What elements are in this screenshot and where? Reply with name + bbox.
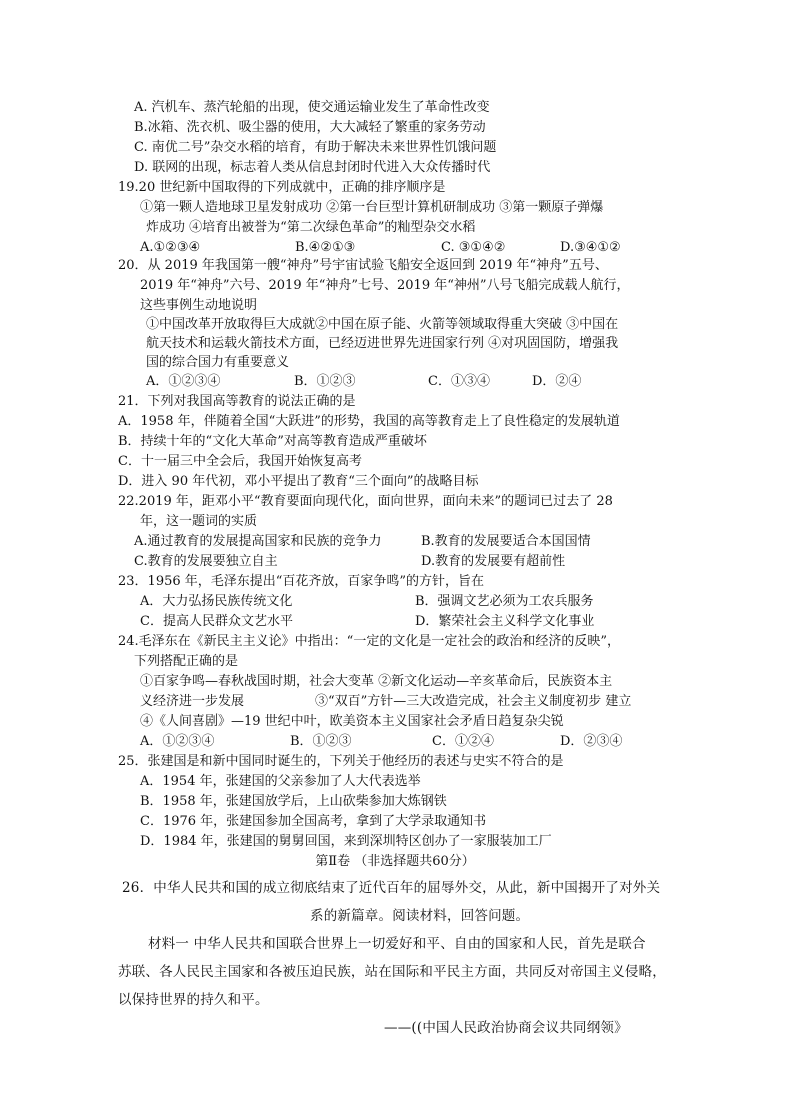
q23-option-d: D．繁荣社会主义科学文化事业 [415,614,595,629]
q19-option-a: A.①②③④ [140,240,201,255]
q24-option-a: A．①②③④ [140,734,215,749]
q26-material-line3: 以保持世界的持久和平。 [118,992,269,1008]
q26-stem-line1: 26．中华人民共和国的成立彻底结束了近代百年的屈辱外交，从此，新中国揭开了对外关 [122,880,661,896]
q18-option-a: A. 汽机车、蒸汽轮船的出现，使交通运输业发生了革命性改变 [134,100,490,115]
q25-option-c: C．1976 年，张建国参加全国高考，拿到了大学录取通知书 [140,814,487,829]
q25-option-d: D．1984 年，张建国的舅舅回国，来到深圳特区创办了一家服装加工厂 [140,834,552,849]
q20-option-a: A．①②③④ [146,374,221,389]
q24-stem-line2: 下列搭配正确的是 [134,654,239,669]
q18-option-b: B.冰箱、洗衣机、吸尘器的使用，大大减轻了繁重的家务劳动 [134,120,486,135]
q24-items-line1: ①百家争鸣—春秋战国时期，社会大变革 ②新文化运动—辛亥革命后，民族资本主 [140,674,613,689]
q26-material-line1: 材料一 中华人民共和国联合世界上一切爱好和平、自由的国家和人民，首先是联合 [148,936,646,952]
q26-source: ——((中国人民政治协商会议共同纲领》 [384,1020,628,1036]
q26-stem-line2: 系的新篇章。阅读材料，回答问题。 [310,908,530,924]
q23-option-c: C．提高人民群众文艺水平 [140,614,293,629]
q23-stem: 23．1956 年，毛泽东提出“百花齐放，百家争鸣”的方针，旨在 [118,574,485,589]
q20-option-d: D．②④ [532,374,582,389]
q19-option-d: D.③④①② [560,240,621,255]
q19-option-b: B.④②①③ [295,240,356,255]
q18-option-c: C. 南优二号”杂交水稻的培育，有助于解决未来世界性饥饿问题 [134,140,497,155]
q21-stem: 21．下列对我国高等教育的说法正确的是 [118,394,356,409]
q19-items-line1: ①第一颗人造地球卫星发射成功 ②第一台巨型计算机研制成功 ③第一颗原子弹爆 [140,200,604,215]
q21-option-d: D．进入 90 年代初，邓小平提出了教育“三个面向”的战略目标 [118,474,479,489]
q19-items-line2: 炸成功 ④培育出被誉为“第二次绿色革命”的籼型杂交水稻 [146,220,476,235]
q24-items-line3: ④《人间喜剧》—19 世纪中叶，欧美资本主义国家社会矛盾日趋复杂尖锐 [140,714,564,729]
q22-option-d: D.教育的发展要有超前性 [421,554,566,569]
q22-options-row1 [134,532,674,552]
q26-material-line2: 苏联、各人民民主国家和各被压迫民族，站在国际和平民主方面，共同反对帝国主义侵略， [118,964,666,980]
q19-options [140,238,660,258]
q20-options [146,372,606,392]
q22-stem-line1: 22.2019 年，距邓小平“教育要面向现代化，面向世界，面向未来”的题词已过去了 28 [118,494,613,509]
q19-stem: 19.20 世纪新中国取得的下列成就中，正确的排序顺序是 [118,180,446,195]
q23-option-b: B．强调文艺必须为工农兵服务 [415,594,594,609]
q20-items-line3: 国的综合国力有重要意义 [146,355,290,370]
q20-items-line1: ①中国改革开放取得巨大成就②中国在原子能、火箭等领域取得重大突破 ③中国在 [146,317,619,332]
q20-option-b: B．①②③ [294,374,356,389]
q19-option-c: C. ③①④② [441,240,506,255]
q22-options-row2 [134,552,674,572]
q22-option-a: A.通过教育的发展提高国家和民族的竞争力 [134,534,382,549]
q23-option-a: A．大力弘扬民族传统文化 [140,594,293,609]
q21-option-a: A．1958 年，伴随着全国“大跃进”的形势，我国的高等教育走上了良性稳定的发展轨道 [118,414,620,429]
q22-stem-line2: 年，这一题词的实质 [140,514,258,529]
q23-options-row2 [140,612,660,632]
q25-option-b: B．1958 年，张建国放学后，上山砍柴参加大炼钢铁 [140,794,447,809]
q20-stem-line3: 这些事例生动地说明 [140,298,258,313]
section2-title: 第Ⅱ卷 （非选择题共60分） [315,854,475,869]
q20-stem-line2: 2019 年“神舟”六号、2019 年“神舟”七号、2019 年“神州”八号飞船完成载人航行， [140,278,630,293]
q24-option-b: B．①②③ [290,734,352,749]
q24-option-d: D．②③④ [560,734,623,749]
q24-option-c: C．①②④ [432,734,494,749]
q24-options [140,732,660,752]
q23-options-row1 [140,592,660,612]
q22-option-c: C.教育的发展要独立自主 [134,554,278,569]
q20-items-line2: 航天技术和运载火箭技术方面，已经迈进世界先进国家行列 ④对巩固国防，增强我 [146,336,619,351]
q21-option-c: C．十一届三中全会后，我国开始恢复高考 [118,454,362,469]
q20-stem-line1: 20．从 2019 年我国第一艘“神舟”号宇宙试验飞船安全返回到 2019 年“神舟”五号、 [118,258,608,273]
q24-items-line2b: ③“双百”方针—三大改造完成，社会主义制度初步 建立 [315,694,632,709]
q24-items-line2: 义经济进一步发展 [140,694,245,709]
q21-option-b: B．持续十年的“文化大革命”对高等教育造成严重破坏 [118,434,427,449]
q25-option-a: A．1954 年，张建国的父亲参加了人大代表选举 [140,774,421,789]
q22-option-b: B.教育的发展要适合本国国情 [421,534,591,549]
q20-option-c: C．①③④ [428,374,490,389]
q18-option-d: D. 联网的出现，标志着人类从信息封闭时代进入大众传播时代 [134,160,491,175]
q25-stem: 25．张建国是和新中国同时诞生的，下列关于他经历的表述与史实不符合的是 [118,754,564,769]
q24-stem-line1: 24.毛泽东在《新民主主义论》中指出：“一定的文化是一定社会的政治和经济的反映”， [118,634,620,649]
